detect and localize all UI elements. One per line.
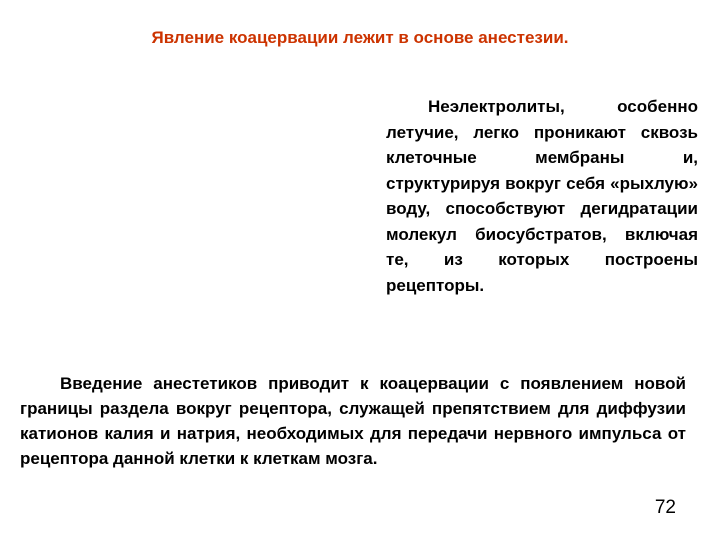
slide-title: Явление коацервации лежит в основе анестезии. — [151, 28, 569, 47]
page-number: 72 — [654, 497, 676, 518]
paragraph-nonelectrolytes: Неэлектролиты, особенно летучие, легко проникают сквозь клеточные мембраны и, структурируя вокруг себя «рыхлую» воду, способствуют дегидратации молекул биосубстратов, включая те, из которых построены рецепторы. — [386, 97, 698, 295]
paragraph-anesthetics: Введение анестетиков приводит к коацервации с появлением новой границы раздела вокруг рецептора, служащей препятствием для диффузии катионов калия и натрия, необходимых для передачи нервного импульса от рецептора данной клетки к клеткам мозга. — [20, 374, 686, 468]
